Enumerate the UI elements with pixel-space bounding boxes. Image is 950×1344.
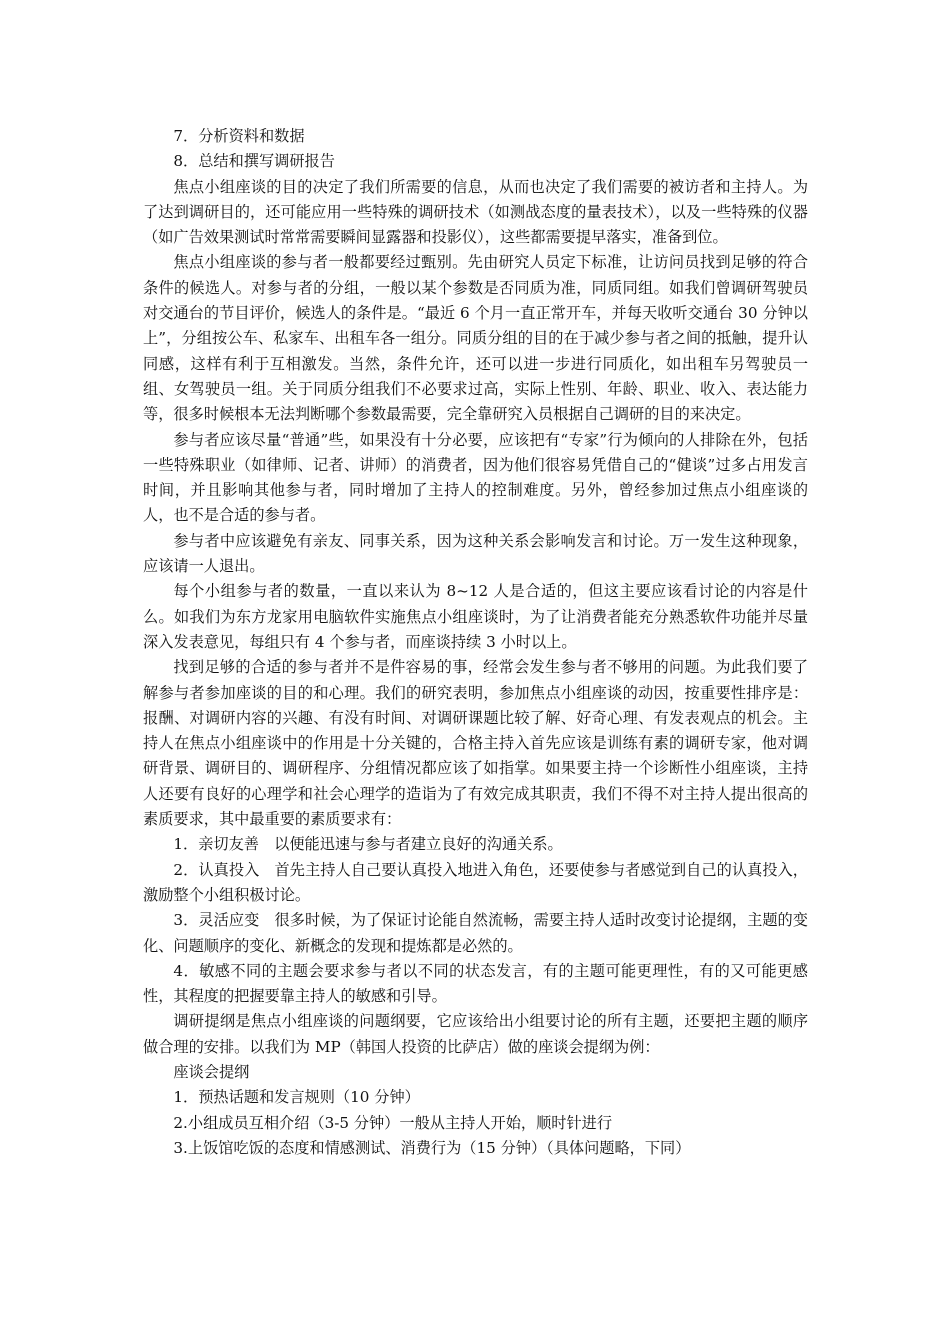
paragraph-group-size: 每个小组参与者的数量，一直以来认为 8~12 人是合适的，但这主要应该看讨论的内容是什么。如我们为东方龙家用电脑软件实施焦点小组座谈时，为了让消费者能充分熟悉软件功能并尽量深入发表意见，每组只有 4 个参与者，而座谈持续 3 小时以上。 [143, 582, 808, 651]
paragraph-moderator: 找到足够的合适的参与者并不是件容易的事，经常会发生参与者不够用的问题。为此我们要了解参与者参加座谈的目的和心理。我们的研究表明，参加焦点小组座谈的动因，按重要性排序是：报酬、对调研内容的兴趣、有没有时间、对调研课题比较了解、好奇心理、有发表观点的机会。主持人在焦点小组座谈中的作用是十分关键的，合格主持入首先应该是训练有素的调研专家，他对调研背景、调研目的、调研程序、分组情况都应该了如指掌。如果要主持一个诊断性小组座谈，主持人还要有良好的心理学和社会心理学的造诣为了有效完成其职责，我们不得不对主持人提出很高的素质要求，其中最重要的素质要求有： [143, 658, 808, 829]
outline-heading: 座谈会提纲 [173, 1062, 250, 1081]
paragraph-screening: 焦点小组座谈的参与者一般都要经过甄别。先由研究人员定下标准，让访问员找到足够的符合条件的候选人。对参与者的分组，一般以某个参数是否同质为准，同质同组。如我们曾调研驾驶员对交通台的节目评价，候选人的条件是。“最近 6 个月一直正常开车，并每天收听交通台 30 分钟以上”，分组按公车、私家车、出租车各一组分。同质分组的目的在于减少参与者之间的抵触，提升认同感，这样有利于互相激发。当然，条件允许，还可以进一步进行同质化，如出租车另驾驶员一组、女驾驶员一组。关于同质分组我们不必要求过高，实际上性别、年龄、职业、收入、表达能力等，很多时候根本无法判断哪个参数最需要，完全靠研究入员根据自己调研的目的来决定。 [143, 253, 808, 424]
list-item-quality-3: 3．灵活应变 很多时候，为了保证讨论能自然流畅，需要主持人适时改变讨论提纲，主题的变化、问题顺序的变化、新概念的发现和提炼都是必然的。 [143, 911, 808, 955]
document-page [143, 124, 808, 1161]
paragraph-avoid-relations: 参与者中应该避免有亲友、同事关系，因为这种关系会影响发言和讨论。万一发生这种现象，应该请一人退出。 [143, 531, 808, 576]
outline-item-1: 1．预热话题和发言规则（10 分钟） [173, 1088, 420, 1107]
list-item-quality-4: 4．敏感不同的主题会要求参与者以不同的状态发言，有的主题可能更理性，有的又可能更感性，其程度的把握要靠主持人的敏感和引导。 [143, 961, 808, 1006]
paragraph-outline-intro: 调研提纲是焦点小组座谈的问题纲要，它应该给出小组要讨论的所有主题，还要把主题的顺序做合理的安排。以我们为 MP（韩国人投资的比萨店）做的座谈会提纲为例： [143, 1012, 808, 1056]
paragraph-purpose: 焦点小组座谈的目的决定了我们所需要的信息，从而也决定了我们需要的被访者和主持人。为了达到调研目的，还可能应用一些特殊的调研技术（如测战态度的量表技术），以及一些特殊的仪器（如广告效果测试时常常需要瞬间显露器和投影仪），这些都需要提早落实，准备到位。 [143, 177, 808, 247]
list-item-step-8: 8．总结和撰写调研报告 [173, 152, 335, 171]
list-item-step-7: 7．分析资料和数据 [173, 127, 305, 145]
paragraph-ordinary-participants: 参与者应该尽量“普通”些，如果没有十分必要，应该把有“专家”行为倾向的人排除在外，包括一些特殊职业（如律师、记者、讲师）的消费者，因为他们很容易凭借自己的“健谈”过多占用发言时间，并且影响其他参与者，同时增加了主持人的控制难度。另外，曾经参加过焦点小组座谈的人，也不是合适的参与者。 [143, 430, 808, 525]
list-item-quality-1: 1．亲切友善 以便能迅速与参与者建立良好的沟通关系。 [173, 835, 563, 854]
outline-item-3: 3.上饭馆吃饭的态度和情感测试、消费行为（15 分钟）（具体问题略，下同） [173, 1138, 691, 1157]
list-item-quality-2: 2．认真投入 首先主持人自己要认真投入地进入角色，还要使参与者感觉到自己的认真投入，激励整个小组积极讨论。 [143, 860, 808, 904]
outline-item-2: 2.小组成员互相介绍（3-5 分钟）一般从主持人开始，顺时针进行 [173, 1113, 613, 1132]
